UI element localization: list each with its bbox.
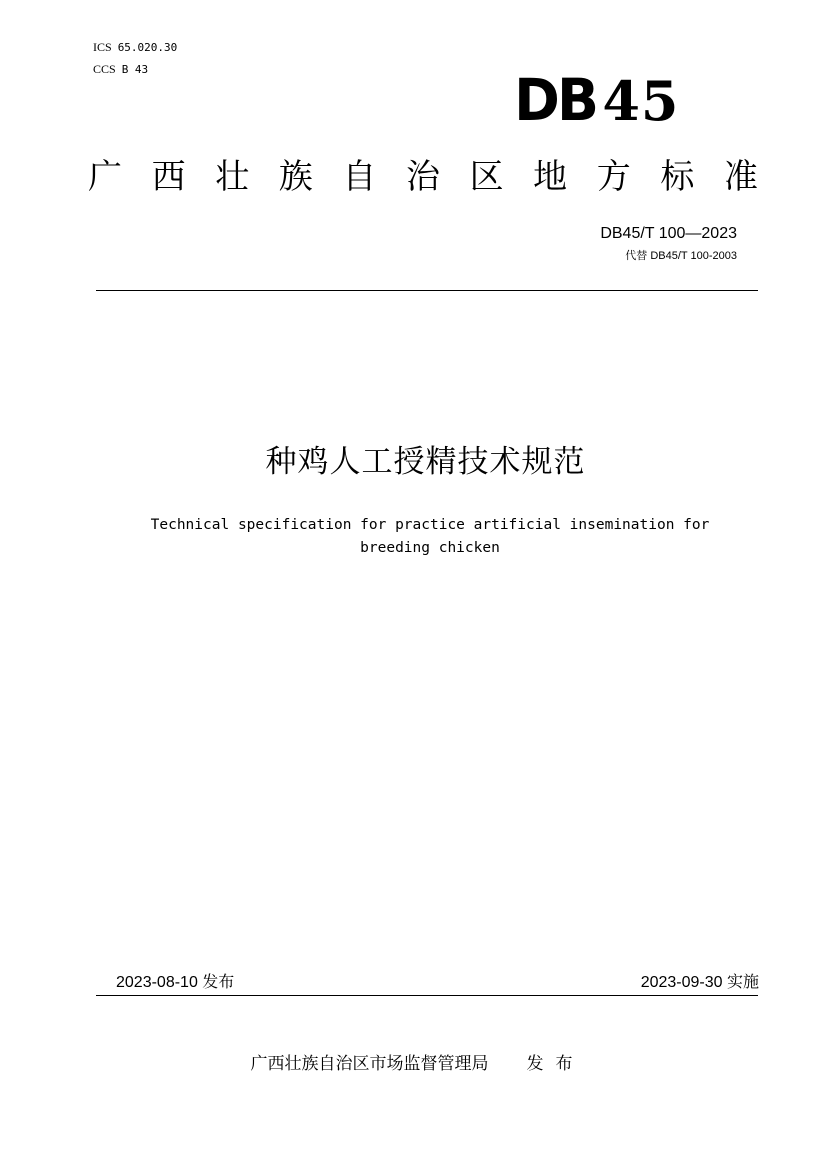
standard-type-char: 准 — [723, 157, 758, 197]
standard-type-char: 地 — [533, 157, 568, 197]
publish-date: 2023-08-10 发布 — [116, 974, 235, 991]
standard-type-char: 族 — [278, 157, 313, 197]
issuer-line — [0, 1052, 815, 1076]
title-en-line: Technical specification for practice artificial insemination for — [150, 517, 710, 533]
document-title-cn: 种鸡人工授精技术规范 — [265, 444, 586, 480]
ics-line — [93, 40, 177, 55]
issuer-name: 广西壮族自治区市场监督管理局 — [250, 1054, 489, 1074]
standard-type-char: 标 — [660, 157, 695, 197]
ccs-line — [93, 62, 148, 77]
standard-type-char: 治 — [405, 157, 440, 197]
standard-type-char: 广 — [88, 157, 122, 197]
standard-type-char: 壮 — [215, 157, 250, 197]
document-title-en — [110, 514, 750, 560]
ics-code: 65.020.30 — [117, 41, 178, 54]
ics-label: ICS — [93, 40, 112, 54]
db45-logo — [512, 66, 680, 134]
standard-number: DB45/T 100—2023 — [600, 225, 737, 242]
logo-prefix: DB — [514, 66, 597, 134]
bottom-divider — [96, 995, 758, 996]
top-divider — [96, 290, 758, 291]
standard-type-char: 自 — [342, 157, 377, 197]
standard-type-heading — [88, 156, 758, 198]
implement-date: 2023-09-30 实施 — [640, 974, 759, 991]
issuer-action: 发布 — [526, 1054, 585, 1074]
ccs-code: B 43 — [121, 63, 149, 76]
ccs-label: CCS — [93, 62, 116, 76]
standard-type-char: 方 — [596, 157, 631, 197]
standard-type-char: 西 — [151, 157, 186, 197]
title-en-line: breeding chicken — [360, 540, 500, 556]
logo-number: 45 — [602, 69, 680, 133]
standard-type-char: 区 — [469, 157, 504, 197]
replaces-note: 代替 DB45/T 100-2003 — [625, 250, 737, 262]
